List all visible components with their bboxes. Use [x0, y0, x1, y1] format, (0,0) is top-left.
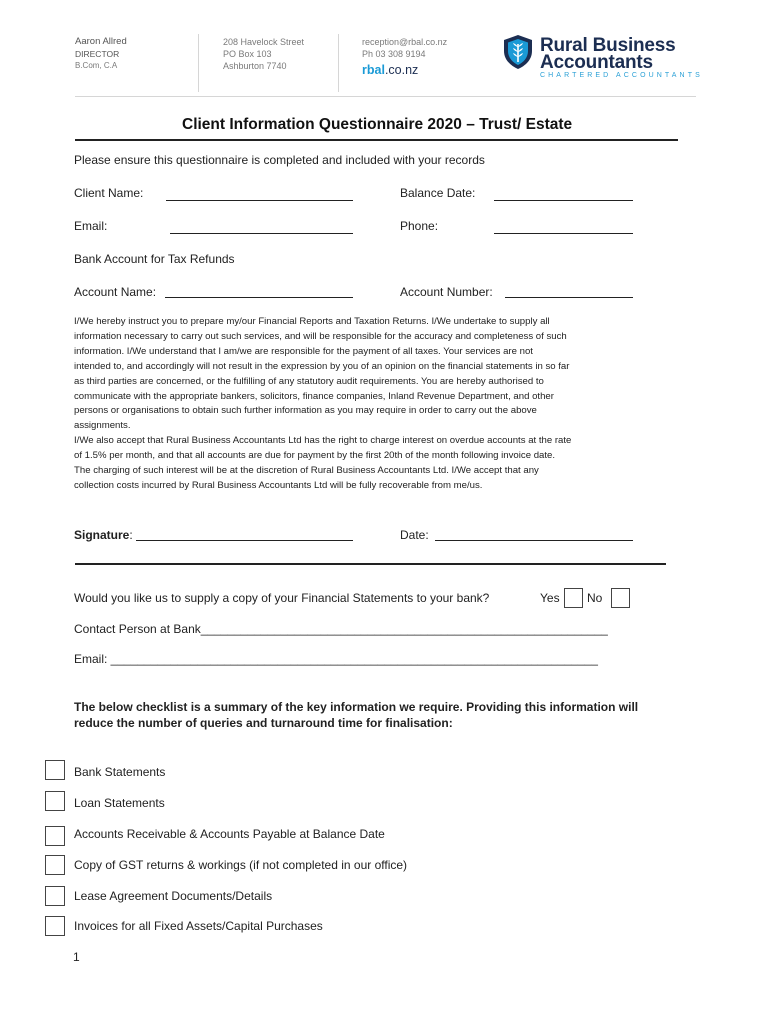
instruction-text: Please ensure this questionnaire is completed and included with your records — [74, 153, 485, 167]
account-name-label: Account Name: — [74, 285, 157, 299]
terms-line: communicate with the appropriate bankers, solicitors, finance companies, Inland Revenue Department, and other — [74, 390, 554, 402]
address-line-3: Ashburton 7740 — [223, 61, 287, 71]
signature-colon: : — [129, 528, 133, 542]
bank-account-heading: Bank Account for Tax Refunds — [74, 252, 235, 266]
brand-line-1: Rural Business — [540, 35, 676, 56]
terms-line: collection costs incurred by Rural Business Accountants Ltd will be fully recoverable from me/us. — [74, 479, 483, 491]
yes-checkbox[interactable] — [564, 588, 583, 608]
address-line-1: 208 Havelock Street — [223, 37, 305, 47]
checklist-checkbox[interactable] — [45, 916, 65, 936]
bank-email-field[interactable]: Email: _________________________________________________________________________ — [74, 652, 598, 666]
signature-label-text: Signature — [74, 528, 130, 542]
header-divider — [338, 34, 339, 92]
header-divider — [198, 34, 199, 92]
signature-field[interactable] — [136, 540, 353, 541]
terms-line: I/We hereby instruct you to prepare my/our Financial Reports and Taxation Returns. I/We undertake to supply all — [74, 316, 550, 327]
yes-label: Yes — [540, 591, 560, 605]
director-name: Aaron Allred — [75, 36, 127, 47]
website-rest: .co.nz — [384, 63, 419, 77]
header-rule — [75, 96, 696, 97]
date-label: Date: — [400, 528, 429, 542]
contact-person-field[interactable]: Contact Person at Bank_____________________________________________________________ — [74, 622, 608, 636]
terms-line: intended to, and accordingly will not result in the expression by you of an opinion on the financial statements in so far — [74, 360, 570, 372]
date-field[interactable] — [435, 540, 633, 541]
account-number-field[interactable] — [505, 297, 633, 298]
terms-paragraph-1 — [74, 315, 714, 494]
checklist-item: Loan Statements — [74, 796, 165, 810]
terms-line: persons or organisations to obtain such further information as you may require in order to carry out the above — [74, 405, 537, 417]
signature-label — [74, 528, 133, 542]
website — [362, 63, 418, 77]
checklist-checkbox[interactable] — [45, 760, 65, 780]
bank-copy-question: Would you like us to supply a copy of your Financial Statements to your bank? — [74, 591, 490, 605]
checklist-item: Invoices for all Fixed Assets/Capital Purchases — [74, 919, 323, 933]
title-rule — [75, 139, 678, 141]
checklist-checkbox[interactable] — [45, 855, 65, 875]
checklist-item: Bank Statements — [74, 765, 166, 779]
brand-line-2: Accountants — [540, 52, 653, 73]
checklist-intro-line-2: reduce the number of queries and turnaround time for finalisation: — [74, 716, 453, 730]
client-name-field[interactable] — [166, 200, 353, 201]
checklist-checkbox[interactable] — [45, 791, 65, 811]
email-field[interactable] — [170, 233, 353, 234]
checklist-item: Copy of GST returns & workings (if not completed in our office) — [74, 858, 408, 872]
address-line-2: PO Box 103 — [223, 49, 272, 59]
checklist-intro-line-1: The below checklist is a summary of the key information we require. Providing this information will — [74, 700, 639, 714]
website-bold: rbal — [362, 63, 385, 77]
account-number-label: Account Number: — [400, 285, 493, 299]
checklist-item: Lease Agreement Documents/Details — [74, 889, 273, 903]
checklist-checkbox[interactable] — [45, 826, 65, 846]
director-role: DIRECTOR — [75, 49, 120, 59]
email-label: Email: — [74, 219, 108, 233]
balance-date-field[interactable] — [494, 200, 633, 201]
checklist-checkbox[interactable] — [45, 886, 65, 906]
page-number: 1 — [73, 950, 80, 964]
terms-line: The charging of such interest will be at the discretion of Rural Business Accountants Ltd. I/We accept that any — [74, 465, 539, 477]
brand-subtitle: CHARTERED ACCOUNTANTS — [540, 72, 703, 79]
shield-wheat-icon — [502, 34, 534, 70]
terms-line: information necessary to carry out such services, and will be responsible for the accuracy and completeness of such — [74, 330, 567, 342]
section-rule — [75, 563, 666, 565]
page-title: Client Information Questionnaire 2020 – Trust/ Estate — [182, 116, 573, 133]
director-quals: B.Com, C.A — [75, 61, 118, 70]
contact-phone: Ph 03 308 9194 — [362, 49, 426, 59]
terms-line: information. I/We understand that I am/we are responsible for the payment of all taxes. Your services are not — [74, 345, 533, 357]
no-label: No — [587, 591, 603, 605]
checklist-item: Accounts Receivable & Accounts Payable at Balance Date — [74, 827, 385, 841]
terms-line: assignments. — [74, 420, 131, 432]
account-name-field[interactable] — [165, 297, 353, 298]
phone-label: Phone: — [400, 219, 439, 233]
terms-line: as third parties are concerned, or the fulfilling of any statutory audit requirements. You are hereby authorised to — [74, 375, 544, 387]
contact-email: reception@rbal.co.nz — [362, 37, 448, 47]
client-name-label: Client Name: — [74, 186, 144, 200]
phone-field[interactable] — [494, 233, 633, 234]
terms-line: I/We also accept that Rural Business Accountants Ltd has the right to charge interest on overdue accounts at the rate — [74, 435, 572, 447]
terms-line: of 1.5% per month, and that all accounts are due for payment by the first 20th of the month following invoice date. — [74, 450, 556, 462]
no-checkbox[interactable] — [611, 588, 630, 608]
balance-date-label: Balance Date: — [400, 186, 476, 200]
